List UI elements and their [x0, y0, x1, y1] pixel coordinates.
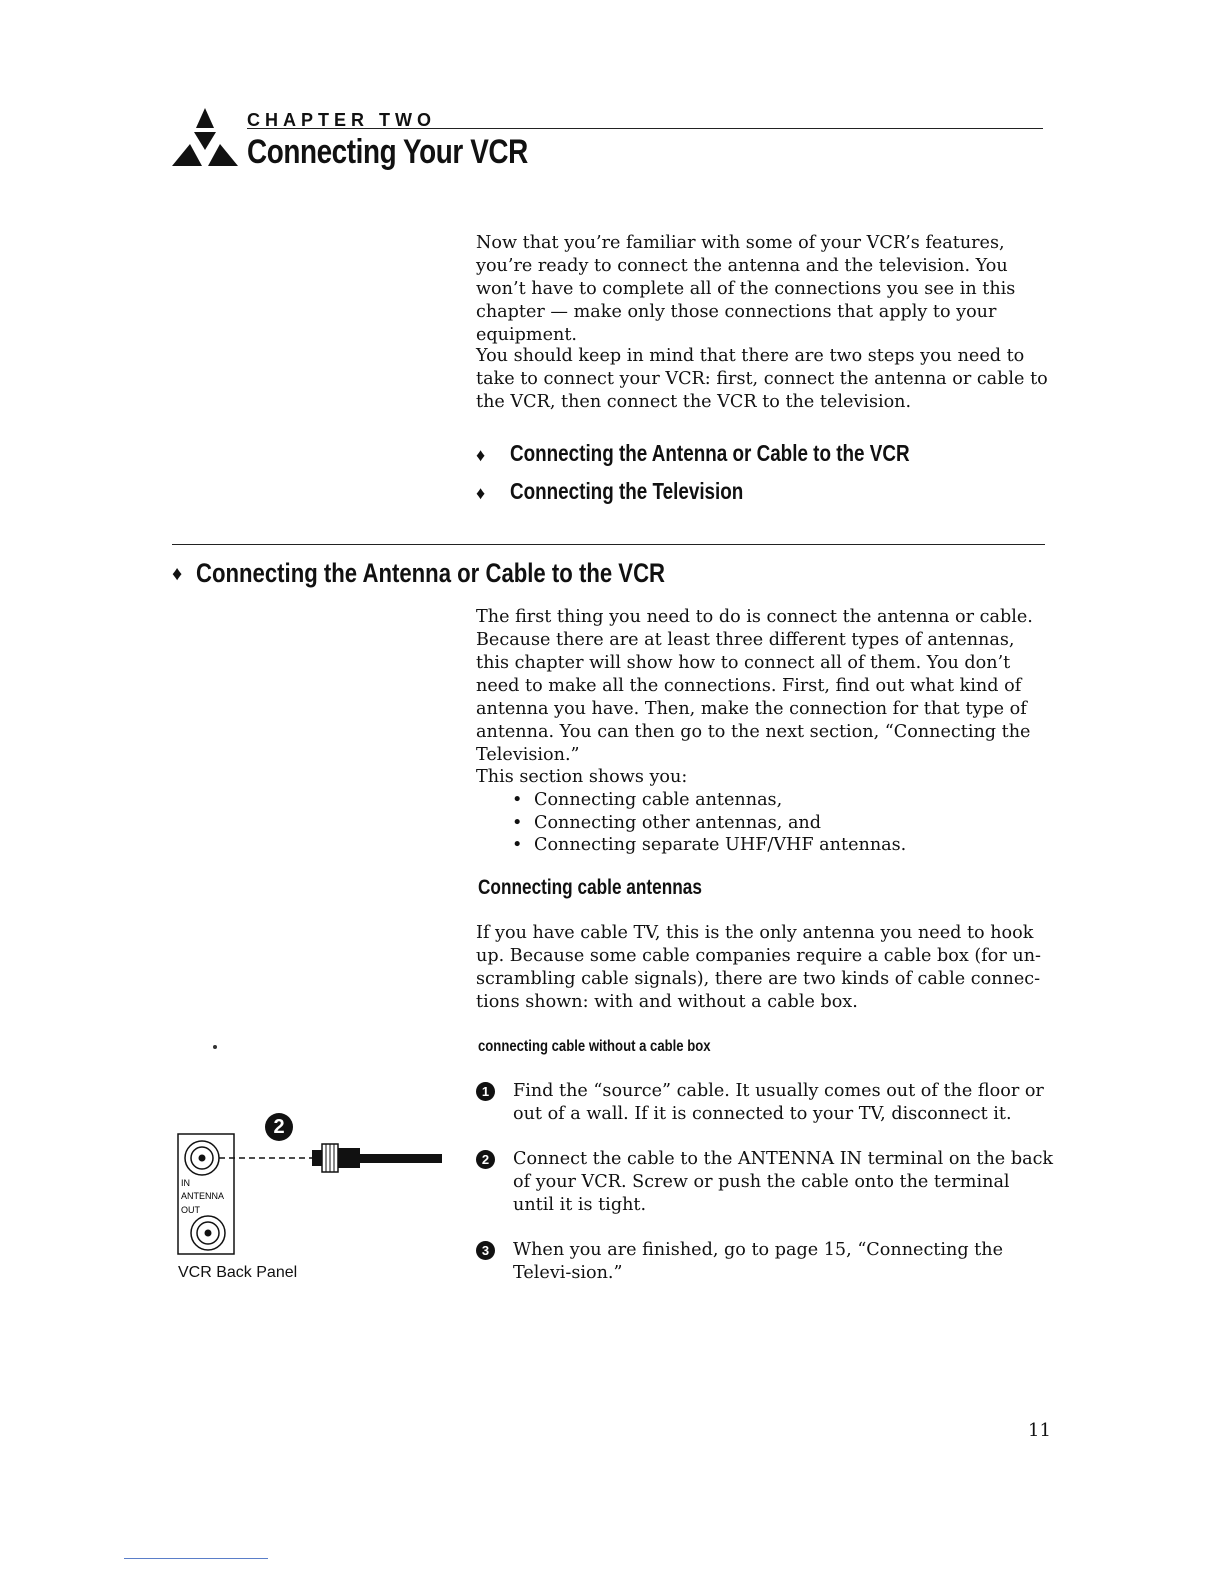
terminal-label-out: OUT [181, 1205, 200, 1215]
chapter-title: Connecting Your VCR [247, 133, 528, 171]
step-item [476, 1080, 1056, 1126]
subsection-heading: Connecting cable antennas [478, 876, 702, 899]
minor-heading: connecting cable without a cable box [478, 1038, 711, 1055]
stray-mark [213, 1045, 217, 1049]
intro-paragraph: You should keep in mind that there are two steps you need to take to connect your VCR: first, connect the antenna or cable to the VCR, then connect the VCR to the television. [476, 346, 1048, 412]
list-item: • Connecting cable antennas, [512, 789, 906, 812]
step-item [476, 1239, 1056, 1285]
diamond-bullet-icon: ♦ [172, 563, 183, 585]
chapter-rule [247, 128, 1043, 129]
diagram-caption: VCR Back Panel [178, 1264, 298, 1281]
step-number: 1 [476, 1082, 495, 1101]
section-paragraph: The first thing you need to do is connect the antenna or cable. Because there are at least three different types of antennas, this chapter will show how to connect all of them. You don’t need to make all the connections. First, find out what kind of antenna you have. Then, make the connection for that type of antenna. You can then go to the next section, “Connecting the Television.” [476, 607, 1033, 765]
list-item: • Connecting separate UHF/VHF antennas. [512, 834, 906, 857]
list-item: • Connecting other antennas, and [512, 812, 906, 835]
diagram-callout-number: 2 [265, 1113, 293, 1141]
toc-item-television: ♦ Connecting the Television [476, 478, 744, 504]
step-item [476, 1148, 1056, 1217]
step-text: Connect the cable to the ANTENNA IN terminal on the back of your VCR. Screw or push the cable onto the terminal until it is tight. [513, 1149, 1054, 1215]
coaxial-cable-connector-icon [312, 1144, 442, 1172]
section-bullet-list [512, 789, 906, 857]
step-number: 3 [476, 1241, 495, 1260]
subsection-paragraph: If you have cable TV, this is the only antenna you need to hook up. Because some cable companies require a cable box (for un-scrambling cable signals), there are two kinds of cable connec-tions shown: with and without a cable box. [476, 923, 1041, 1012]
chapter-label: CHAPTER TWO [247, 110, 436, 130]
antenna-in-terminal-icon [185, 1141, 219, 1175]
intro-paragraph: Now that you’re familiar with some of your VCR’s features, you’re ready to connect the antenna and the television. You won’t have to complete all of the connections you see in this chapter — make only those connections that apply to your equipment. [476, 233, 1016, 345]
section-rule [172, 544, 1045, 545]
step-text: When you are finished, go to page 15, “Connecting the Televi-sion.” [513, 1240, 1003, 1283]
step-number: 2 [476, 1150, 495, 1169]
page-number: 11 [1028, 1420, 1051, 1441]
diamond-bullet-icon: ♦ [476, 445, 486, 465]
section-heading: ♦ Connecting the Antenna or Cable to the VCR [172, 558, 666, 588]
toc-item-antenna: ♦ Connecting the Antenna or Cable to the VCR [476, 440, 910, 466]
diamond-bullet-icon: ♦ [476, 483, 486, 503]
vcr-back-panel-diagram [172, 1100, 452, 1260]
step-text: Find the “source” cable. It usually comes out of the floor or out of a wall. If it is connected to your TV, disconnect it. [513, 1081, 1044, 1124]
antenna-out-terminal-icon [191, 1216, 225, 1250]
terminal-label-antenna: ANTENNA [181, 1191, 225, 1201]
terminal-label-in: IN [181, 1178, 190, 1188]
brand-logo-icon [172, 106, 238, 168]
bottom-divider [124, 1558, 268, 1559]
section-paragraph: This section shows you: [476, 767, 688, 787]
